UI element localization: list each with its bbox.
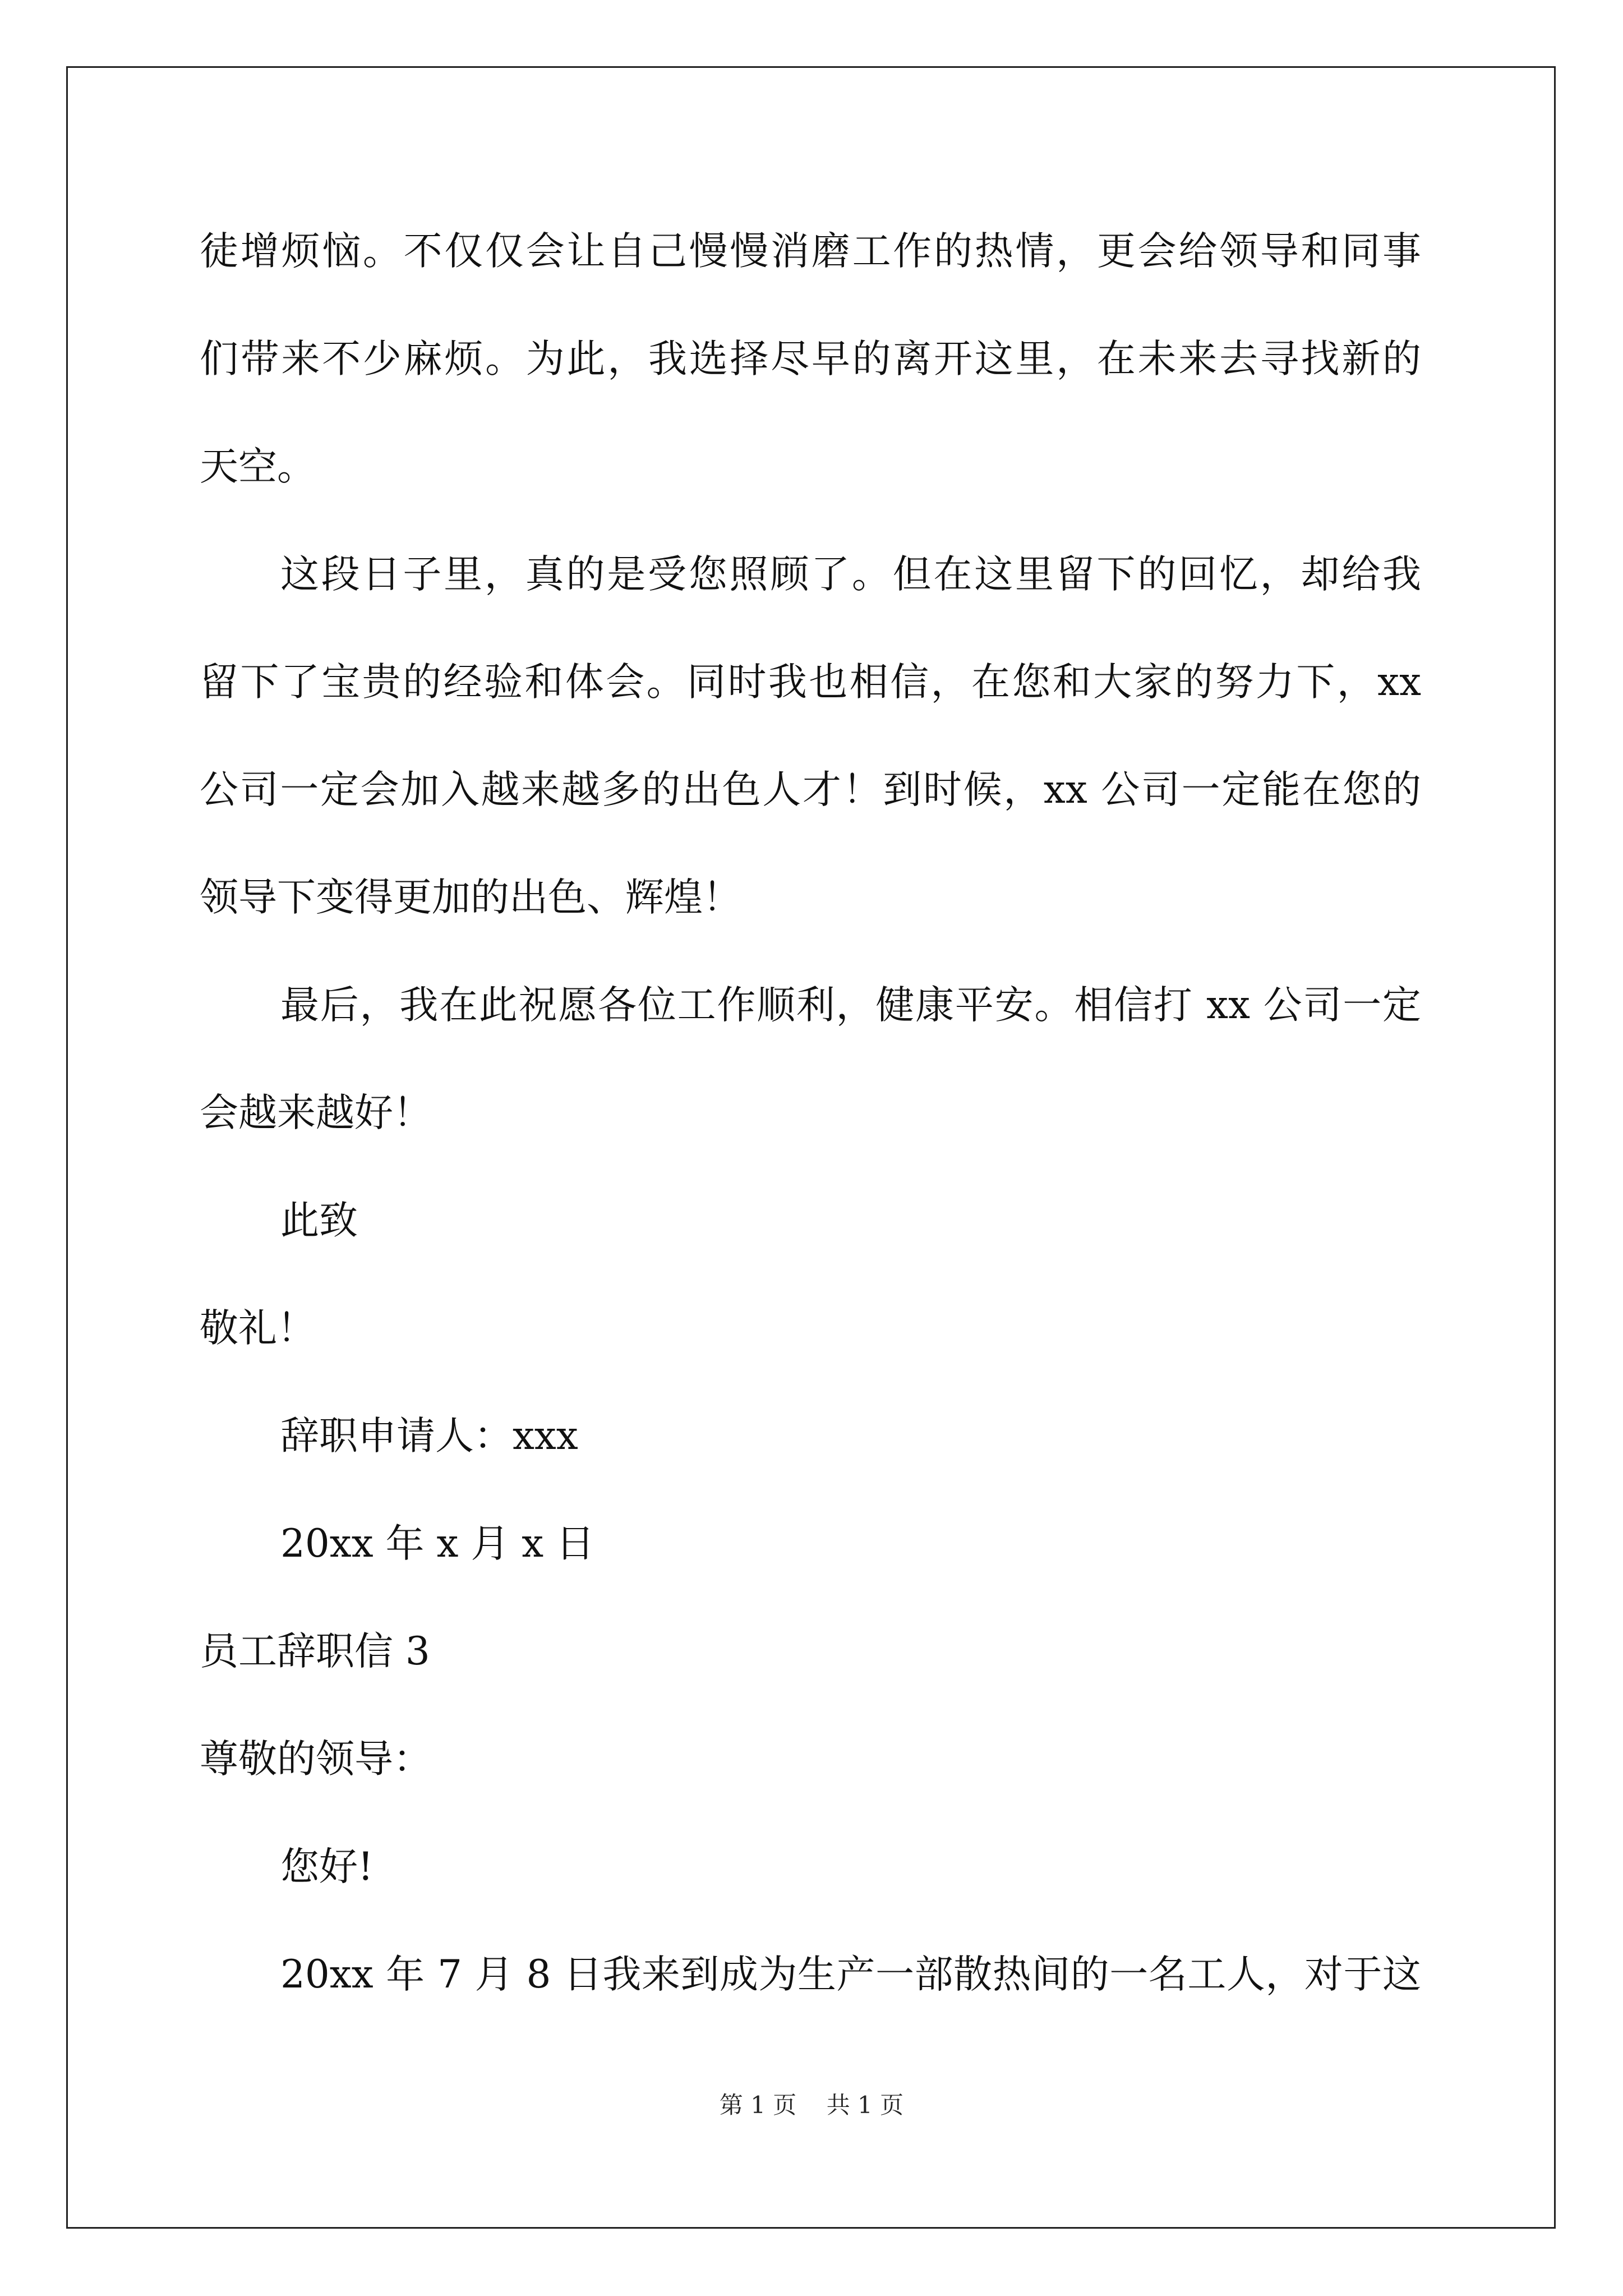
- body-line-8: 最后，我在此祝愿各位工作顺利，健康平安。相信打 xx 公司一定: [280, 983, 1421, 1028]
- body-line-6: 公司一定会加入越来越多的出色人才！到时候，xx 公司一定能在您的: [200, 767, 1421, 812]
- signature-applicant: 辞职申请人：xxx: [280, 1414, 578, 1458]
- closing-regards: 敬礼！: [200, 1306, 316, 1351]
- closing-salutation: 此致: [280, 1198, 358, 1243]
- page-border: [66, 66, 1556, 2229]
- body-line-1: 徒增烦恼。不仅仅会让自己慢慢消磨工作的热情，更会给领导和同事: [200, 229, 1421, 274]
- body-line-9: 会越来越好！: [200, 1091, 432, 1135]
- body-line-4: 这段日子里，真的是受您照顾了。但在这里留下的回忆，却给我: [280, 552, 1421, 597]
- section-title: 员工辞职信 3: [200, 1629, 430, 1674]
- body-line-5: 留下了宝贵的经验和体会。同时我也相信，在您和大家的努力下，xx: [200, 660, 1421, 705]
- body-line-3: 天空。: [200, 444, 316, 489]
- body-line-2: 们带来不少麻烦。为此，我选择尽早的离开这里，在未来去寻找新的: [200, 337, 1421, 381]
- page-footer: 第 1 页 共 1 页: [719, 2091, 904, 2119]
- letter-greeting: 尊敬的领导：: [200, 1737, 432, 1782]
- body-line-7: 领导下变得更加的出色、辉煌！: [200, 875, 741, 920]
- body-line-last: 20xx 年 7 月 8 日我来到成为生产一部散热间的一名工人，对于这: [280, 1952, 1421, 1997]
- signature-date: 20xx 年 x 月 x 日: [280, 1521, 595, 1566]
- letter-hello: 您好!: [280, 1844, 374, 1889]
